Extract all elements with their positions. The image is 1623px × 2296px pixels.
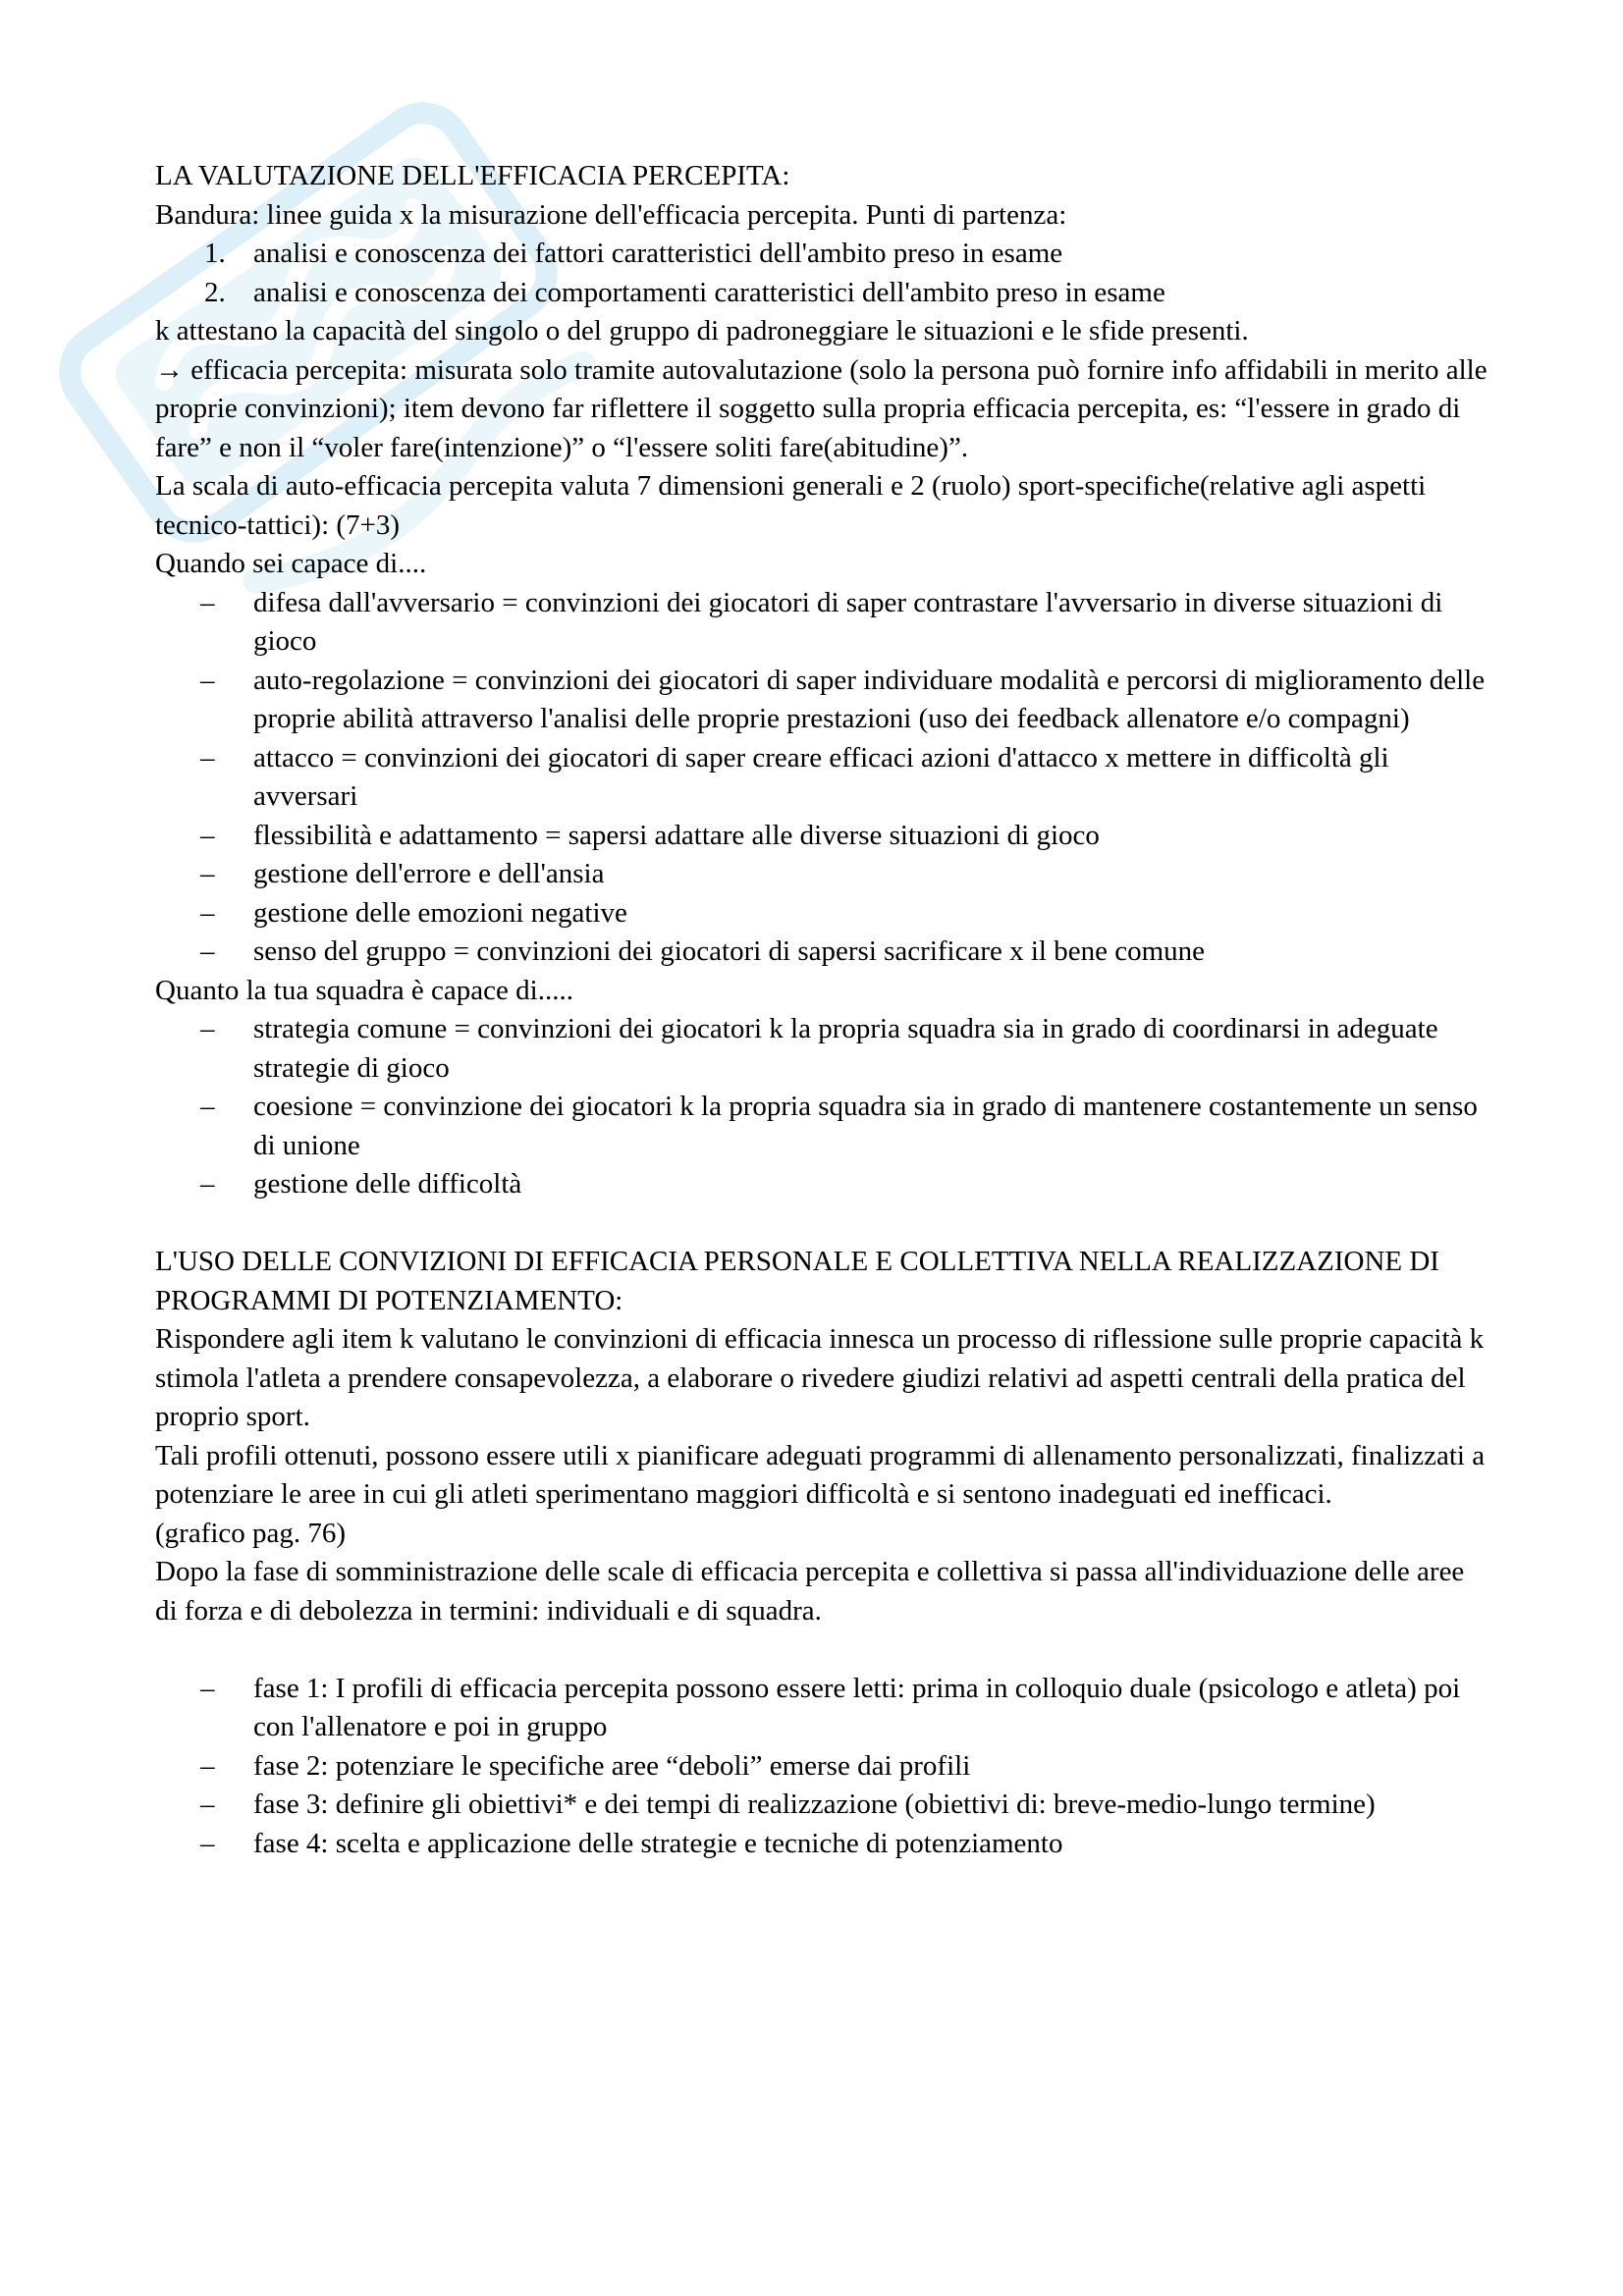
dash-list-individual (155, 584, 1490, 972)
list-item-text: fase 3: definire gli obiettivi* e dei tempi di realizzazione (obiettivi di: breve-medio-lungo termine) (253, 1789, 1376, 1820)
list-item (155, 235, 1490, 274)
list-item (155, 1010, 1490, 1088)
bullet-dash: – (200, 1672, 215, 1704)
list-item-text: gestione delle difficoltà (253, 1168, 522, 1200)
bullet-dash: – (200, 1168, 215, 1200)
list-item-text: analisi e conoscenza dei fattori caratteristici dell'ambito preso in esame (253, 238, 1063, 269)
bullet-dash: – (200, 858, 215, 889)
bullet-dash: – (200, 1091, 215, 1122)
paragraph: Dopo la fase di somministrazione delle scale di efficacia percepita e collettiva si passa all'individuazione delle aree di forza e di debolezza in termini: individuali e di squadra. (155, 1556, 1465, 1627)
list-item-text: flessibilità e adattamento = sapersi adattare alle diverse situazioni di gioco (253, 819, 1100, 851)
list-item (155, 662, 1490, 739)
section1-intro: Bandura: linee guida x la misurazione dell'efficacia percepita. Punti di partenza: (155, 198, 1067, 231)
dash-list-phases (155, 1670, 1490, 1864)
list-item-text: coesione = convinzione dei giocatori k la propria squadra sia in grado di mantenere costantemente un senso di unione (253, 1091, 1478, 1161)
paragraph: k attestano la capacità del singolo o del gruppo di padroneggiare le situazioni e le sfide presenti. (155, 315, 1249, 347)
list-item-text: gestione delle emozioni negative (253, 896, 627, 929)
list-item (155, 1088, 1490, 1165)
list-item-text: gestione dell'errore e dell'ansia (253, 858, 605, 889)
list-item-text: senso del gruppo = convinzioni dei giocatori di sapersi sacrificare x il bene comune (253, 935, 1206, 967)
spacer (155, 1630, 1490, 1670)
list-item-text: fase 2: potenziare le specifiche aree “deboli” emerse dai profili (253, 1749, 971, 1782)
list-item (155, 817, 1490, 856)
paragraph: (grafico pag. 76) (155, 1517, 347, 1549)
list-item (155, 1165, 1490, 1204)
bullet-dash: – (200, 664, 215, 696)
bullet-dash: – (200, 741, 215, 774)
bullet-dash: – (200, 935, 215, 967)
bullet-dash: – (200, 1827, 215, 1859)
numbered-list (155, 235, 1490, 312)
dash-list-team (155, 1010, 1490, 1204)
paragraph: La scala di auto-efficacia percepita valuta 7 dimensioni generali e 2 (ruolo) sport-specifiche(relative agli aspetti tecnico-tattici): (7+3) (155, 470, 1427, 541)
section2-heading: L'USO DELLE CONVIZIONI DI EFFICACIA PERSONALE E COLLETTIVA NELLA REALIZZAZIONE DI PROGRAMMI DI POTENZIAMENTO: (155, 1246, 1439, 1316)
bullet-dash: – (200, 1013, 215, 1044)
list-item (155, 1670, 1490, 1747)
paragraph: Rispondere agli item k valutano le convinzioni di efficacia innesca un processo di riflessione sulle proprie capacità k stimola l'atleta a prendere consapevolezza, a elaborare o rivedere giudizi relativi ad aspetti centrali della pratica del proprio sport. (155, 1323, 1485, 1432)
list-item (155, 1747, 1490, 1787)
document-page (155, 157, 1490, 1863)
list-item-text: difesa dall'avversario = convinzioni dei giocatori di saper contrastare l'avversario in diverse situazioni di gioco (253, 586, 1443, 657)
bullet-dash: – (200, 1749, 215, 1782)
list-item (155, 933, 1490, 972)
paragraph: → efficacia percepita: misurata solo tramite autovalutazione (solo la persona può fornire info affidabili in merito alle proprie convinzioni); item devono far riflettere il soggetto sulla propria efficacia percepita, es: “l'essere in grado di fare” e non il “voler fare(intenzione)” o “l'essere soliti fare(abitudine)”. (155, 353, 1488, 463)
list-item-text: strategia comune = convinzioni dei giocatori k la propria squadra sia in grado di coordinarsi in adeguate strategie di gioco (253, 1013, 1438, 1084)
list-item-text: attacco = convinzioni dei giocatori di saper creare efficaci azioni d'attacco x mettere in difficoltà gli avversari (253, 741, 1389, 812)
list-item (155, 584, 1490, 662)
list-item (155, 1825, 1490, 1864)
section1-heading: LA VALUTAZIONE DELL'EFFICACIA PERCEPITA: (155, 160, 790, 191)
list-item (155, 1786, 1490, 1825)
list-item (155, 739, 1490, 817)
list-number: 1. (204, 238, 226, 269)
list-item (155, 894, 1490, 934)
spacer (155, 1204, 1490, 1244)
bullet-dash: – (200, 896, 215, 929)
list-number: 2. (204, 276, 226, 308)
list-item-text: analisi e conoscenza dei comportamenti caratteristici dell'ambito preso in esame (253, 276, 1165, 308)
list-item-text: fase 4: scelta e applicazione delle strategie e tecniche di potenziamento (253, 1827, 1063, 1859)
paragraph: Quanto la tua squadra è capace di..... (155, 974, 573, 1006)
paragraph: Quando sei capace di.... (155, 548, 427, 579)
list-item-text: fase 1: I profili di efficacia percepita possono essere letti: prima in colloquio duale (psicologo e atleta) poi con l'allenatore e poi in gruppo (253, 1672, 1461, 1742)
list-item-text: auto-regolazione = convinzioni dei giocatori di saper individuare modalità e percorsi di miglioramento delle proprie abilità attraverso l'analisi delle proprie prestazioni (uso dei feedback allenatore e/o compagni) (253, 664, 1486, 734)
list-item (155, 855, 1490, 894)
paragraph: Tali profili ottenuti, possono essere utili x pianificare adeguati programmi di allenamento personalizzati, finalizzati a potenziare le aree in cui gli atleti sperimentano maggiori difficoltà e si sentono inadeguati ed inefficaci. (155, 1439, 1486, 1510)
list-item (155, 274, 1490, 313)
bullet-dash: – (200, 586, 215, 618)
bullet-dash: – (200, 1789, 215, 1820)
bullet-dash: – (200, 819, 215, 851)
